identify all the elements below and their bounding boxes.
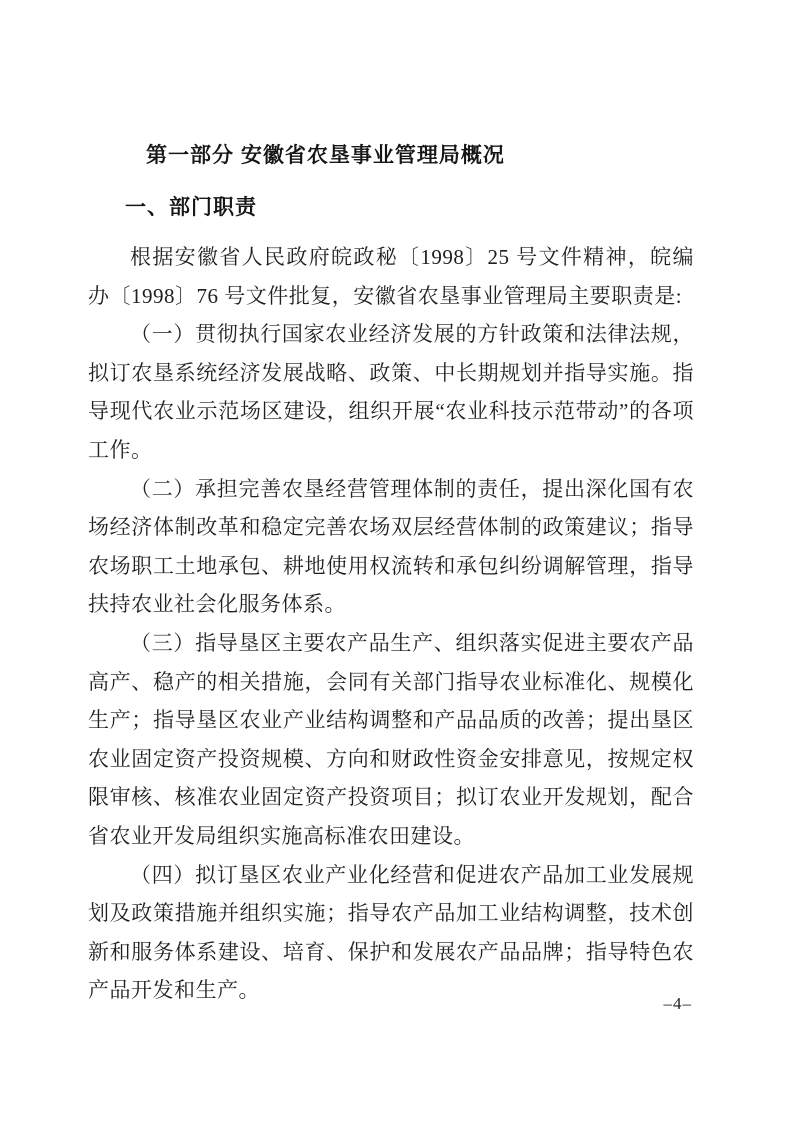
section-heading: 一、部门职责 (125, 196, 257, 219)
body-text (88, 238, 694, 1010)
document-title: 第一部分 安徽省农垦事业管理局概况 (146, 144, 505, 167)
page-number: –4– (663, 994, 692, 1013)
body-paragraph-item-3: （三）指导垦区主要农产品生产、组织落实促进主要农产品高产、稳产的相关措施，会同有关部门指导农业标准化、规模化生产；指导垦区农业产业结构调整和产品品质的改善；提出垦区农业固定资产投资规模、方向和财政性资金安排意见，按规定权限审核、核准农业固定资产投资项目；拟订农业开发规划，配合省农业开发局组织实施高标准农田建设。 (88, 630, 694, 848)
body-paragraph-item-2: （二）承担完善农垦经营管理体制的责任，提出深化国有农场经济体制改革和稳定完善农场双层经营体制的政策建议；指导农场职工土地承包、耕地使用权流转和承包纠纷调解管理，指导扶持农业社会化服务体系。 (88, 476, 694, 617)
body-paragraph-item-1: （一）贯彻执行国家农业经济发展的方针政策和法律法规，拟订农垦系统经济发展战略、政策、中长期规划并指导实施。指导现代农业示范场区建设，组织开展“农业科技示范带动”的各项工作。 (88, 322, 694, 462)
body-paragraph-intro: 根据安徽省人民政府皖政秘〔1998〕25 号文件精神，皖编办〔1998〕76 号文件批复，安徽省农垦事业管理局主要职责是: (88, 245, 694, 308)
document-content (88, 143, 694, 1010)
body-paragraph-item-4: （四）拟订垦区农业产业化经营和促进农产品加工业发展规划及政策措施并组织实施；指导农产品加工业结构调整，技术创新和服务体系建设、培育、保护和发展农产品品牌；指导特色农产品开发和生产。 (88, 862, 694, 1003)
